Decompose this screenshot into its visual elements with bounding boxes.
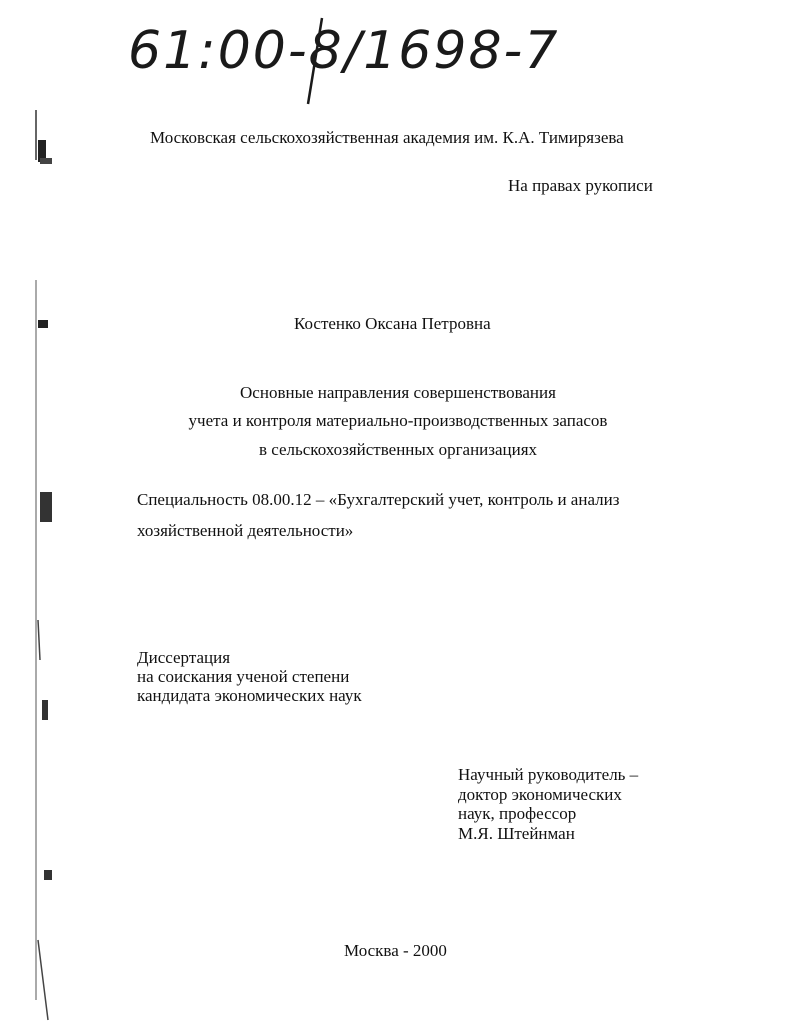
archive-number-text: 61:00-8/1698-7	[128, 21, 560, 81]
supervisor-line: доктор экономических	[458, 785, 622, 804]
handwritten-archive-number	[118, 0, 578, 110]
specialty-line: хозяйственной деятельности»	[137, 521, 354, 540]
dissertation-line: на соискания ученой степени	[137, 667, 350, 686]
rights-note: На правах рукописи	[508, 176, 653, 195]
place-year: Москва - 2000	[344, 941, 447, 960]
supervisor-line: наук, профессор	[458, 804, 577, 823]
dissertation-line: кандидата экономических наук	[137, 686, 362, 705]
dissertation-label: Диссертация	[137, 648, 231, 667]
thesis-title-line: в сельскохозяйственных организациях	[258, 440, 538, 459]
institution-name: Московская сельскохозяйственная академия им. К.А. Тимирязева	[150, 128, 624, 147]
author-name: Костенко Оксана Петровна	[294, 314, 491, 333]
supervisor-line: Научный руководитель –	[458, 765, 639, 784]
scan-edge-artifacts	[28, 100, 68, 1027]
specialty-line: Специальность 08.00.12 – «Бухгалтерский учет, контроль и анализ	[137, 490, 620, 509]
thesis-title-line: Основные направления совершенствования	[240, 383, 556, 402]
thesis-title-line: учета и контроля материально-производственных запасов	[188, 411, 608, 430]
supervisor-name: М.Я. Штейнман	[458, 824, 575, 843]
